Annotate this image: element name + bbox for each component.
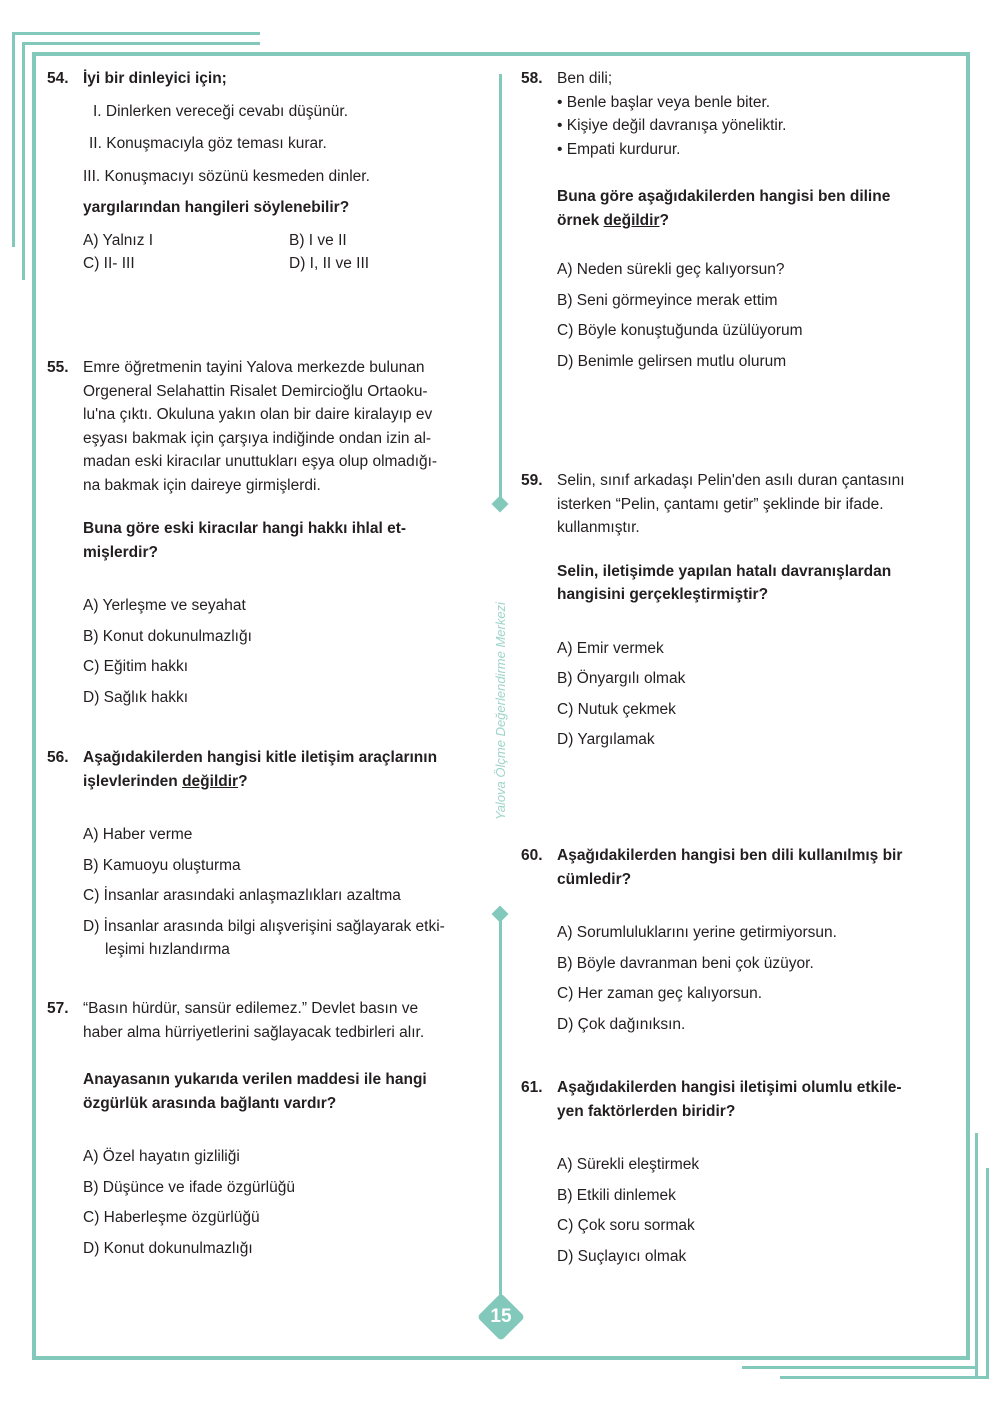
option-d[interactable]: D) Çok dağınıksın.: [557, 1015, 686, 1033]
frame-deco-left-1: [12, 32, 15, 247]
column-divider-top: [499, 74, 502, 502]
question-56: [47, 746, 487, 962]
question-57: [47, 997, 487, 1260]
question-number: 59.: [521, 472, 543, 489]
passage-line: Selin, sınıf arkadaşı Pelin'den asılı duran çantasını: [557, 472, 905, 489]
question-stem: İyi bir dinleyici için;: [83, 70, 227, 87]
question-number: 56.: [47, 749, 69, 766]
passage-line: Orgeneral Selahattin Risalet Demircioğlu Ortaoku-: [83, 382, 428, 400]
question-prompt: Aşağıdakilerden hangisi kitle iletişim araçlarının: [83, 749, 438, 766]
premise-1: I. Dinlerken vereceği cevabı düşünür.: [93, 102, 349, 120]
question-55: [47, 356, 487, 709]
bullet-item: • Empati kurdurur.: [557, 140, 681, 158]
passage-line: isterken “Pelin, çantamı getir” şeklinde bir ifade.: [557, 495, 884, 513]
option-a[interactable]: A) Sorumluluklarını yerine getirmiyorsun.: [557, 924, 837, 941]
question-prompt: Buna göre eski kiracılar hangi hakkı ihlal et-: [83, 520, 407, 537]
passage-line: eşyası bakmak için çarşıya indiğinde ondan izin al-: [83, 429, 432, 447]
question-prompt: özgürlük arasında bağlantı vardır?: [83, 1094, 337, 1112]
option-d[interactable]: D) Sağlık hakkı: [83, 688, 189, 706]
prompt-text: örnek: [557, 211, 604, 229]
frame-deco-top-2: [22, 42, 260, 45]
option-a[interactable]: A) Özel hayatın gizliliği: [83, 1148, 240, 1165]
option-d[interactable]: D) Konut dokunulmazlığı: [83, 1239, 253, 1257]
prompt-text: işlevlerinden: [83, 772, 183, 790]
option-c[interactable]: C) Nutuk çekmek: [557, 700, 676, 718]
passage-line: “Basın hürdür, sansür edilemez.” Devlet basın ve: [83, 1000, 419, 1017]
passage-line: haber alma hürriyetlerini sağlayacak tedbirleri alır.: [83, 1023, 425, 1041]
frame-deco-right-1: [975, 1133, 978, 1378]
question-prompt: Anayasanın yukarıda verilen maddesi ile hangi: [83, 1071, 427, 1088]
question-prompt-line2: [557, 209, 941, 233]
question-61: [521, 1076, 941, 1268]
option-b[interactable]: B) Seni görmeyince merak ettim: [557, 291, 778, 309]
bullet-item: • Benle başlar veya benle biter.: [557, 93, 771, 111]
option-a[interactable]: A) Yalnız I: [83, 231, 154, 249]
option-b[interactable]: B) Kamuoyu oluşturma: [83, 856, 241, 874]
option-b[interactable]: B) Konut dokunulmazlığı: [83, 627, 252, 645]
column-divider-bottom: [499, 916, 502, 1300]
premise-3: III. Konuşmacıyı sözünü kesmeden dinler.: [83, 167, 370, 185]
option-a[interactable]: A) Sürekli eleştirmek: [557, 1156, 700, 1173]
option-c[interactable]: C) II- III: [83, 254, 135, 272]
prompt-end: ?: [238, 772, 248, 790]
option-c[interactable]: C) Böyle konuştuğunda üzülüyorum: [557, 322, 803, 339]
passage-line: lu'na çıktı. Okuluna yakın olan bir daire kiralayıp ev: [83, 406, 433, 423]
frame-deco-top-1: [12, 32, 260, 35]
option-d[interactable]: D) Suçlayıcı olmak: [557, 1247, 687, 1265]
question-number: 57.: [47, 1000, 69, 1017]
question-stem: Ben dili;: [557, 70, 613, 87]
frame-deco-bottom-1: [742, 1366, 978, 1369]
frame-deco-left-2: [22, 42, 25, 280]
question-number: 55.: [47, 359, 69, 376]
question-58: [521, 67, 941, 373]
passage-line: na bakmak için daireye girmişlerdi.: [83, 476, 321, 494]
page-number: 15: [490, 1306, 512, 1327]
option-b[interactable]: B) Etkili dinlemek: [557, 1186, 676, 1204]
option-d-continued: leşimi hızlandırma: [105, 941, 230, 958]
option-b[interactable]: B) I ve II: [289, 231, 347, 249]
question-prompt: yargılarından hangileri söylenebilir?: [83, 199, 350, 216]
option-a[interactable]: A) Emir vermek: [557, 639, 664, 657]
question-number: 54.: [47, 70, 69, 87]
option-c[interactable]: C) İnsanlar arasındaki anlaşmazlıkları azaltma: [83, 887, 401, 904]
prompt-emphasis: değildir: [603, 211, 660, 229]
question-number: 61.: [521, 1079, 543, 1096]
question-prompt: cümledir?: [557, 870, 632, 888]
question-prompt: mişlerdir?: [83, 543, 158, 561]
passage-line: Emre öğretmenin tayini Yalova merkezde bulunan: [83, 359, 425, 376]
question-59: [521, 469, 941, 752]
option-d[interactable]: D) I, II ve III: [289, 254, 370, 272]
frame-deco-right-2: [986, 1168, 989, 1378]
option-c[interactable]: C) Haberleşme özgürlüğü: [83, 1209, 260, 1226]
question-prompt: Buna göre aşağıdakilerden hangisi ben diline: [557, 188, 891, 205]
question-prompt: yen faktörlerden biridir?: [557, 1102, 736, 1120]
passage-line: kullanmıştır.: [557, 519, 640, 536]
prompt-end: ?: [659, 211, 669, 229]
option-a[interactable]: A) Yerleşme ve seyahat: [83, 597, 246, 614]
option-d[interactable]: D) Benimle gelirsen mutlu olurum: [557, 352, 787, 370]
option-c[interactable]: C) Çok soru sormak: [557, 1217, 695, 1234]
question-prompt: hangisini gerçekleştirmiştir?: [557, 586, 769, 603]
option-d[interactable]: D) İnsanlar arasında bilgi alışverişini sağlayarak etki-: [83, 917, 445, 935]
prompt-emphasis: değildir: [182, 772, 239, 790]
question-number: 58.: [521, 70, 543, 87]
bullet-item: • Kişiye değil davranışa yöneliktir.: [557, 117, 787, 134]
option-b[interactable]: B) Düşünce ve ifade özgürlüğü: [83, 1178, 295, 1196]
frame-deco-bottom-2: [780, 1376, 989, 1379]
watermark: Yalova Ölçme Değerlendirme Merkezi: [493, 602, 508, 820]
option-a[interactable]: A) Haber verme: [83, 826, 193, 843]
option-b[interactable]: B) Böyle davranman beni çok üzüyor.: [557, 954, 814, 972]
question-prompt-line2: [83, 770, 487, 794]
question-60: [521, 844, 941, 1036]
option-c[interactable]: C) Eğitim hakkı: [83, 658, 189, 675]
question-54: [47, 67, 487, 276]
option-c[interactable]: C) Her zaman geç kalıyorsun.: [557, 985, 763, 1002]
option-b[interactable]: B) Önyargılı olmak: [557, 670, 686, 687]
question-number: 60.: [521, 847, 543, 864]
question-prompt: Aşağıdakilerden hangisi iletişimi olumlu etkile-: [557, 1079, 902, 1096]
option-d[interactable]: D) Yargılamak: [557, 731, 655, 748]
question-prompt: Aşağıdakilerden hangisi ben dili kullanılmış bir: [557, 847, 903, 864]
premise-2: II. Konuşmacıyla göz teması kurar.: [89, 135, 327, 152]
passage-line: madan eski kiracılar unuttukları eşya olup olmadığı-: [83, 453, 438, 470]
question-prompt: Selin, iletişimde yapılan hatalı davranışlardan: [557, 562, 892, 580]
option-a[interactable]: A) Neden sürekli geç kalıyorsun?: [557, 261, 785, 278]
